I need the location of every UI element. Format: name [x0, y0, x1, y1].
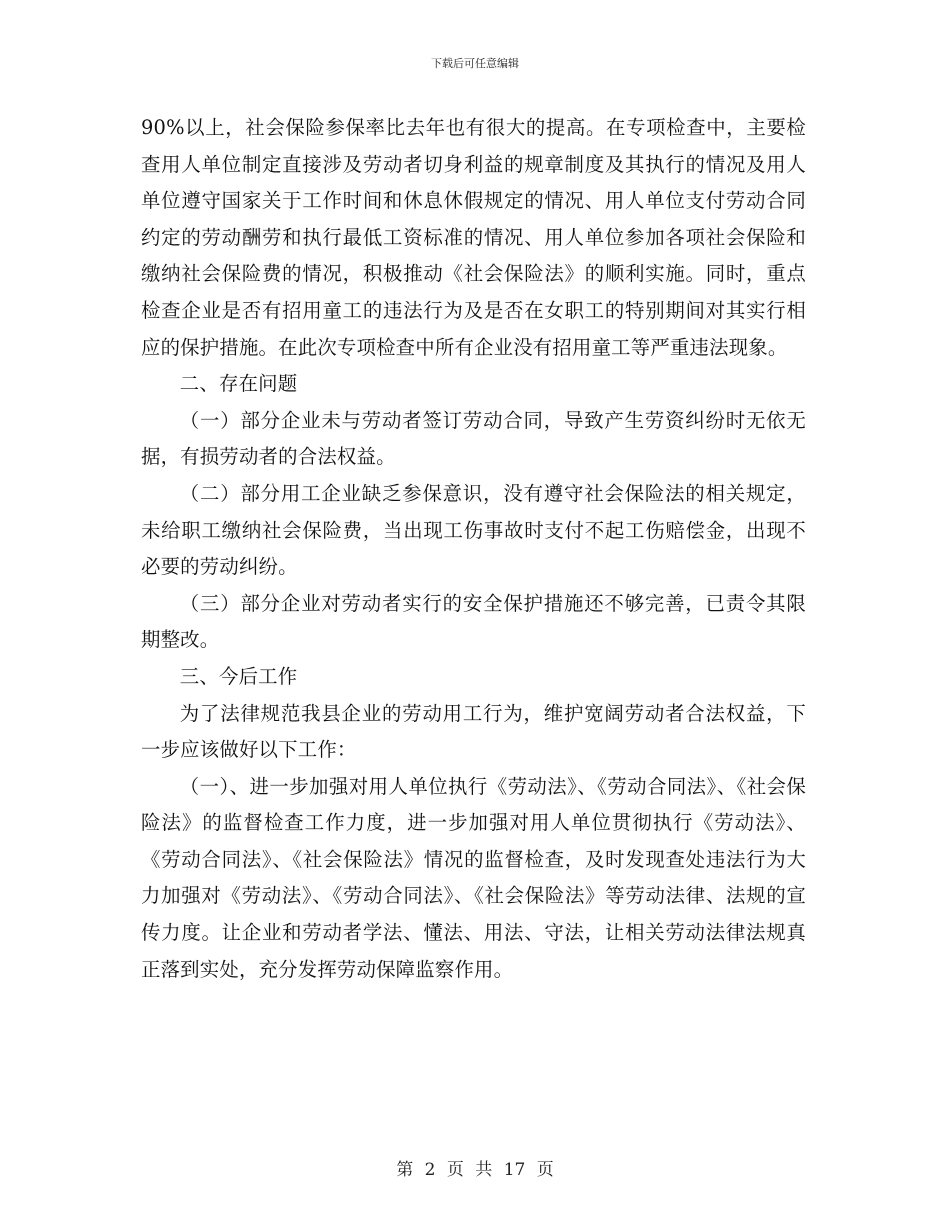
- paragraph-inspection-summary: 90%以上，社会保险参保率比去年也有很大的提高。在专项检查中，主要检查用人单位制定直接涉及劳动者切身利益的规章制度及其执行的情况及用人单位遵守国家关于工作时间和休息休假规定的情况、用人单位支付劳动合同约定的劳动酬劳和执行最低工资标准的情况、用人单位参加各项社会保险和缴纳社会保险费的情况，积极推动《社会保险法》的顺利实施。同时，重点检查企业是否有招用童工的违法行为及是否在女职工的特别期间对其实行相应的保护措施。在此次专项检查中所有企业没有招用童工等严重违法现象。: [141, 116, 806, 359]
- paragraph-problem-1: （一）部分企业未与劳动者签订劳动合同，导致产生劳资纠纷时无依无据，有损劳动者的合法权益。: [141, 408, 806, 469]
- paragraph-problem-2: （二）部分用工企业缺乏参保意识，没有遵守社会保险法的相关规定，未给职工缴纳社会保险费，当出现工伤事故时支付不起工伤赔偿金，出现不必要的劳动纠纷。: [141, 481, 806, 579]
- paragraph-problem-3: （三）部分企业对劳动者实行的安全保护措施还不够完善，已责令其限期整改。: [141, 591, 806, 652]
- document-body: [141, 110, 806, 988]
- page-footer: 第 2 页 共 17 页: [396, 1160, 554, 1180]
- paragraph-future-intro: 为了法律规范我县企业的劳动用工行为，维护宽阔劳动者合法权益，下一步应该做好以下工作：: [141, 701, 806, 762]
- section-heading-future-work: 三、今后工作: [179, 664, 298, 688]
- section-heading-problems: 二、存在问题: [179, 372, 298, 396]
- paragraph-future-1: （一）、进一步加强对用人单位执行《劳动法》、《劳动合同法》、《社会保险法》的监督检查工作力度，进一步加强对用人单位贯彻执行《劳动法》、《劳动合同法》、《社会保险法》情况的监督检查，及时发现查处违法行为大力加强对《劳动法》、《劳动合同法》、《社会保险法》等劳动法律、法规的宣传力度。让企业和劳动者学法、懂法、用法、守法，让相关劳动法律法规真正落到实处，充分发挥劳动保障监察作用。: [141, 774, 806, 981]
- page-header: 下载后可任意编辑: [431, 57, 519, 70]
